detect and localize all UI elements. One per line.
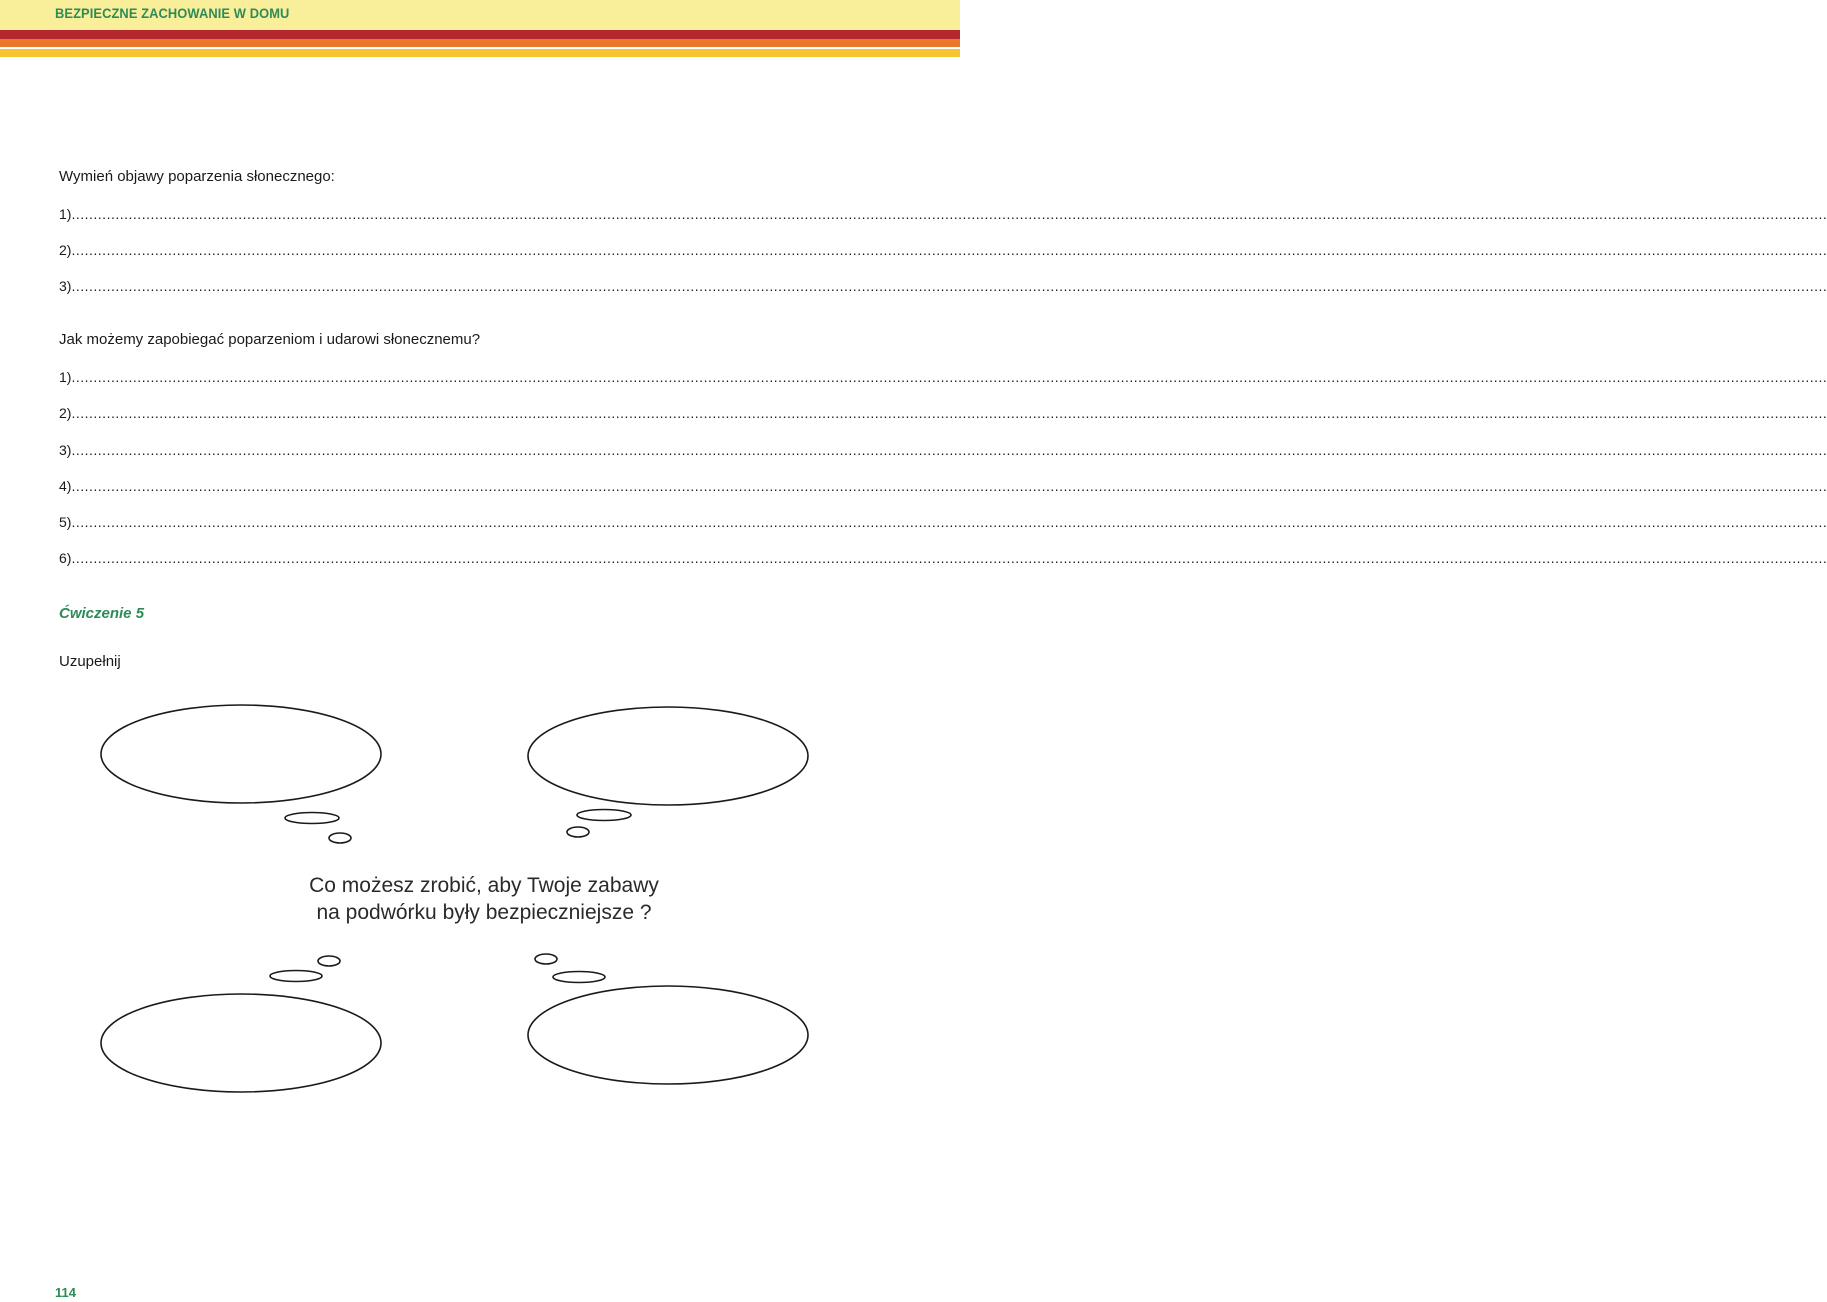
center-question-line2: na podwórku były bezpieczniejsze ? — [316, 901, 652, 924]
center-question-line1: Co możesz zrobić, aby Twoje zabawy — [309, 874, 659, 897]
thought-cloud-bottom-left — [101, 994, 381, 1092]
answer-number: 3) — [59, 442, 72, 458]
thought-bubble-small — [270, 971, 322, 982]
exercise-title: Ćwiczenie 5 — [59, 605, 145, 622]
answer-dots: ................................................................................................................................................................................................................................................................................................................................................................................................................ — [71, 369, 1827, 385]
thought-bubble-small — [318, 956, 340, 966]
thought-bubble-small — [285, 813, 339, 824]
answer-dots: ................................................................................................................................................................................................................................................................................................................................................................................................................ — [71, 442, 1827, 458]
answer-number: 5) — [59, 514, 72, 530]
header-title: BEZPIECZNE ZACHOWANIE W DOMU — [55, 5, 290, 21]
answer-dots: ................................................................................................................................................................................................................................................................................................................................................................................................................ — [71, 278, 1827, 294]
answer-dots: ................................................................................................................................................................................................................................................................................................................................................................................................................ — [71, 242, 1827, 258]
thought-cloud-top-right — [528, 707, 808, 805]
thought-cloud-top-left — [101, 705, 381, 803]
answer-number: 1) — [59, 206, 72, 222]
thought-bubble-small — [329, 833, 351, 843]
thought-bubble-small — [577, 810, 631, 821]
answer-number: 3) — [59, 278, 72, 294]
exercise-instruction: Uzupełnij — [59, 653, 121, 670]
question-prevention: Jak możemy zapobiegać poparzeniom i udarowi słonecznemu? — [59, 331, 481, 348]
thought-bubble-small — [535, 954, 557, 964]
answer-number: 2) — [59, 242, 72, 258]
thought-bubble-small — [567, 827, 589, 837]
answer-number: 4) — [59, 478, 72, 494]
thought-cloud-bottom-right — [528, 986, 808, 1084]
answer-number: 6) — [59, 550, 72, 566]
answer-number: 2) — [59, 405, 72, 421]
answer-number: 1) — [59, 369, 72, 385]
answer-dots: ................................................................................................................................................................................................................................................................................................................................................................................................................ — [71, 514, 1827, 530]
answer-dots: ................................................................................................................................................................................................................................................................................................................................................................................................................ — [71, 405, 1827, 421]
answer-dots: ................................................................................................................................................................................................................................................................................................................................................................................................................ — [71, 206, 1827, 222]
answer-dots: ................................................................................................................................................................................................................................................................................................................................................................................................................ — [71, 550, 1827, 566]
question-sunburn-symptoms: Wymień objawy poparzenia słonecznego: — [59, 168, 335, 185]
answer-dots: ................................................................................................................................................................................................................................................................................................................................................................................................................ — [71, 478, 1827, 494]
thought-bubble-small — [553, 972, 605, 983]
page-number: 114 — [55, 1285, 76, 1300]
